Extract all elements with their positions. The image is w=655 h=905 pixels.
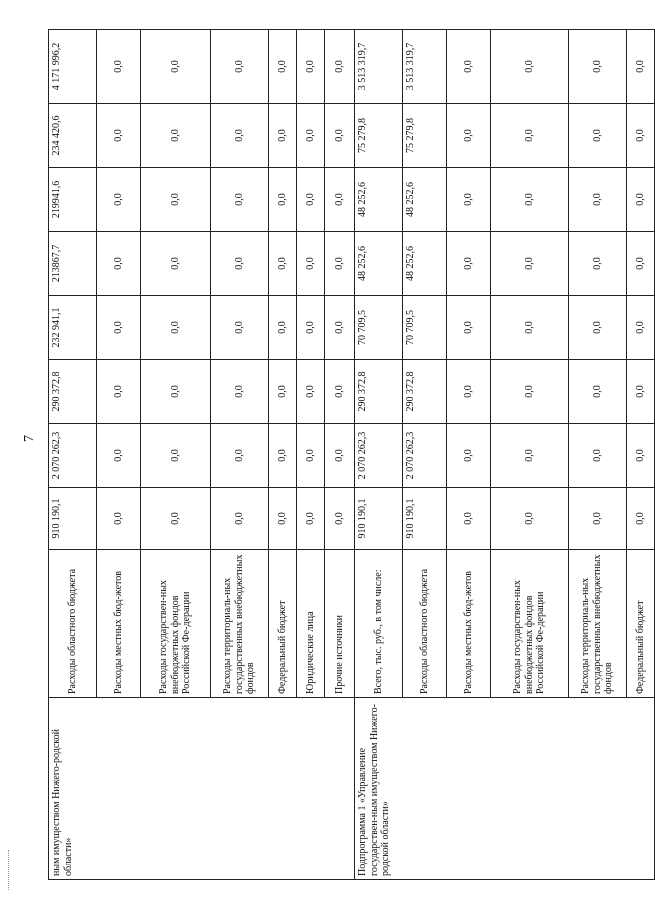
- value-cell: 0,0: [297, 424, 325, 488]
- value-cell: 0,0: [141, 30, 211, 104]
- value-cell: 0,0: [297, 168, 325, 232]
- page-number: 7: [22, 435, 37, 442]
- value-cell: 48 252,6: [355, 168, 403, 232]
- funding-source-cell: Расходы местных бюд-жетов: [97, 550, 141, 698]
- value-cell: 0,0: [141, 232, 211, 296]
- value-cell: 0,0: [447, 360, 491, 424]
- value-cell: 0,0: [211, 104, 269, 168]
- value-cell: 0,0: [297, 232, 325, 296]
- value-cell: 0,0: [569, 360, 627, 424]
- value-cell: 2 070 262,3: [403, 424, 447, 488]
- value-cell: 0,0: [627, 232, 655, 296]
- value-cell: 0,0: [627, 296, 655, 360]
- funding-source-cell: Всего, тыс. руб., в том числе:: [355, 550, 403, 698]
- value-cell: 0,0: [97, 104, 141, 168]
- funding-source-cell: Расходы областного бюджета: [49, 550, 97, 698]
- value-cell: 0,0: [297, 30, 325, 104]
- value-cell: 0,0: [325, 104, 355, 168]
- value-cell: 0,0: [269, 168, 297, 232]
- program-name-cell: Подпрограмма 1 «Управление государствен-ным имуществом Нижего-родской области»: [355, 698, 655, 880]
- value-cell: 2 070 262,3: [355, 424, 403, 488]
- value-cell: 290 372,8: [403, 360, 447, 424]
- value-cell: 0,0: [325, 30, 355, 104]
- table-row: [49, 30, 97, 880]
- value-cell: 0,0: [211, 296, 269, 360]
- value-cell: 0,0: [569, 168, 627, 232]
- value-cell: 0,0: [325, 232, 355, 296]
- value-cell: 70 709,5: [403, 296, 447, 360]
- value-cell: 75 279,8: [355, 104, 403, 168]
- value-cell: 213867,7: [49, 232, 97, 296]
- value-cell: 0,0: [269, 488, 297, 550]
- value-cell: 0,0: [325, 488, 355, 550]
- value-cell: 0,0: [447, 168, 491, 232]
- value-cell: 0,0: [627, 168, 655, 232]
- value-cell: 70 709,5: [355, 296, 403, 360]
- value-cell: 0,0: [97, 360, 141, 424]
- value-cell: 0,0: [491, 168, 569, 232]
- value-cell: 0,0: [627, 488, 655, 550]
- value-cell: 0,0: [97, 488, 141, 550]
- value-cell: 0,0: [297, 360, 325, 424]
- value-cell: 0,0: [269, 424, 297, 488]
- value-cell: 48 252,6: [403, 232, 447, 296]
- value-cell: 48 252,6: [403, 168, 447, 232]
- value-cell: 0,0: [269, 30, 297, 104]
- value-cell: 0,0: [211, 424, 269, 488]
- value-cell: 3 513 319,7: [355, 30, 403, 104]
- rotated-table-container: [48, 30, 646, 880]
- value-cell: 0,0: [569, 424, 627, 488]
- value-cell: 0,0: [447, 296, 491, 360]
- value-cell: 0,0: [297, 104, 325, 168]
- value-cell: 0,0: [491, 30, 569, 104]
- value-cell: 290 372,8: [49, 360, 97, 424]
- value-cell: 0,0: [569, 488, 627, 550]
- funding-source-cell: Расходы областного бюджета: [403, 550, 447, 698]
- value-cell: 0,0: [569, 232, 627, 296]
- program-name-cell: ным имуществом Нижего-родской области»: [49, 698, 355, 880]
- value-cell: 234 420,6: [49, 104, 97, 168]
- funding-source-cell: Расходы государствен-ных внебюджетных фондов Российской Фе-дерации: [491, 550, 569, 698]
- value-cell: 4 171 996,2: [49, 30, 97, 104]
- value-cell: 0,0: [269, 104, 297, 168]
- value-cell: 290 372,8: [355, 360, 403, 424]
- value-cell: 3 513 319,7: [403, 30, 447, 104]
- value-cell: 0,0: [297, 488, 325, 550]
- value-cell: 0,0: [325, 168, 355, 232]
- value-cell: 0,0: [569, 30, 627, 104]
- value-cell: 0,0: [211, 30, 269, 104]
- value-cell: 0,0: [325, 296, 355, 360]
- value-cell: 0,0: [211, 360, 269, 424]
- value-cell: 0,0: [97, 424, 141, 488]
- margin-mark: [8, 850, 10, 890]
- value-cell: 232 941,1: [49, 296, 97, 360]
- value-cell: 0,0: [211, 488, 269, 550]
- value-cell: 0,0: [627, 104, 655, 168]
- value-cell: 0,0: [491, 104, 569, 168]
- value-cell: 0,0: [141, 104, 211, 168]
- value-cell: 0,0: [447, 104, 491, 168]
- value-cell: 0,0: [447, 424, 491, 488]
- value-cell: 0,0: [141, 360, 211, 424]
- value-cell: 910 190,1: [403, 488, 447, 550]
- value-cell: 0,0: [297, 296, 325, 360]
- value-cell: 48 252,6: [355, 232, 403, 296]
- value-cell: 0,0: [97, 168, 141, 232]
- funding-source-cell: Расходы территориаль-ных государственных внебюджетных фондов: [211, 550, 269, 698]
- value-cell: 0,0: [97, 296, 141, 360]
- value-cell: 0,0: [627, 360, 655, 424]
- value-cell: 0,0: [141, 296, 211, 360]
- value-cell: 0,0: [447, 488, 491, 550]
- value-cell: 0,0: [141, 168, 211, 232]
- value-cell: 0,0: [569, 104, 627, 168]
- value-cell: 0,0: [491, 424, 569, 488]
- value-cell: 910 190,1: [355, 488, 403, 550]
- value-cell: 0,0: [211, 232, 269, 296]
- value-cell: 2 070 262,3: [49, 424, 97, 488]
- funding-source-cell: Расходы территориаль-ных государственных внебюджетных фондов: [569, 550, 627, 698]
- value-cell: 0,0: [569, 296, 627, 360]
- value-cell: 0,0: [447, 232, 491, 296]
- value-cell: 0,0: [447, 30, 491, 104]
- value-cell: 910 190,1: [49, 488, 97, 550]
- value-cell: 0,0: [97, 232, 141, 296]
- value-cell: 0,0: [211, 168, 269, 232]
- funding-source-cell: Федеральный бюджет: [627, 550, 655, 698]
- funding-source-cell: Прочие источники: [325, 550, 355, 698]
- value-cell: 0,0: [325, 360, 355, 424]
- table-body: [49, 30, 655, 880]
- funding-source-cell: Расходы местных бюд-жетов: [447, 550, 491, 698]
- funding-source-cell: Юридические лица: [297, 550, 325, 698]
- value-cell: 0,0: [491, 296, 569, 360]
- table-row: [355, 30, 403, 880]
- value-cell: 75 279,8: [403, 104, 447, 168]
- value-cell: 0,0: [491, 232, 569, 296]
- value-cell: 0,0: [269, 296, 297, 360]
- value-cell: 0,0: [269, 360, 297, 424]
- value-cell: 0,0: [269, 232, 297, 296]
- funding-source-cell: Федеральный бюджет: [269, 550, 297, 698]
- funding-source-cell: Расходы государствен-ных внебюджетных фондов Российской Фе-дерации: [141, 550, 211, 698]
- budget-table: [48, 29, 655, 880]
- value-cell: 0,0: [627, 424, 655, 488]
- value-cell: 0,0: [97, 30, 141, 104]
- value-cell: 0,0: [491, 488, 569, 550]
- value-cell: 0,0: [141, 424, 211, 488]
- value-cell: 219941,6: [49, 168, 97, 232]
- value-cell: 0,0: [325, 424, 355, 488]
- value-cell: 0,0: [141, 488, 211, 550]
- value-cell: 0,0: [627, 30, 655, 104]
- value-cell: 0,0: [491, 360, 569, 424]
